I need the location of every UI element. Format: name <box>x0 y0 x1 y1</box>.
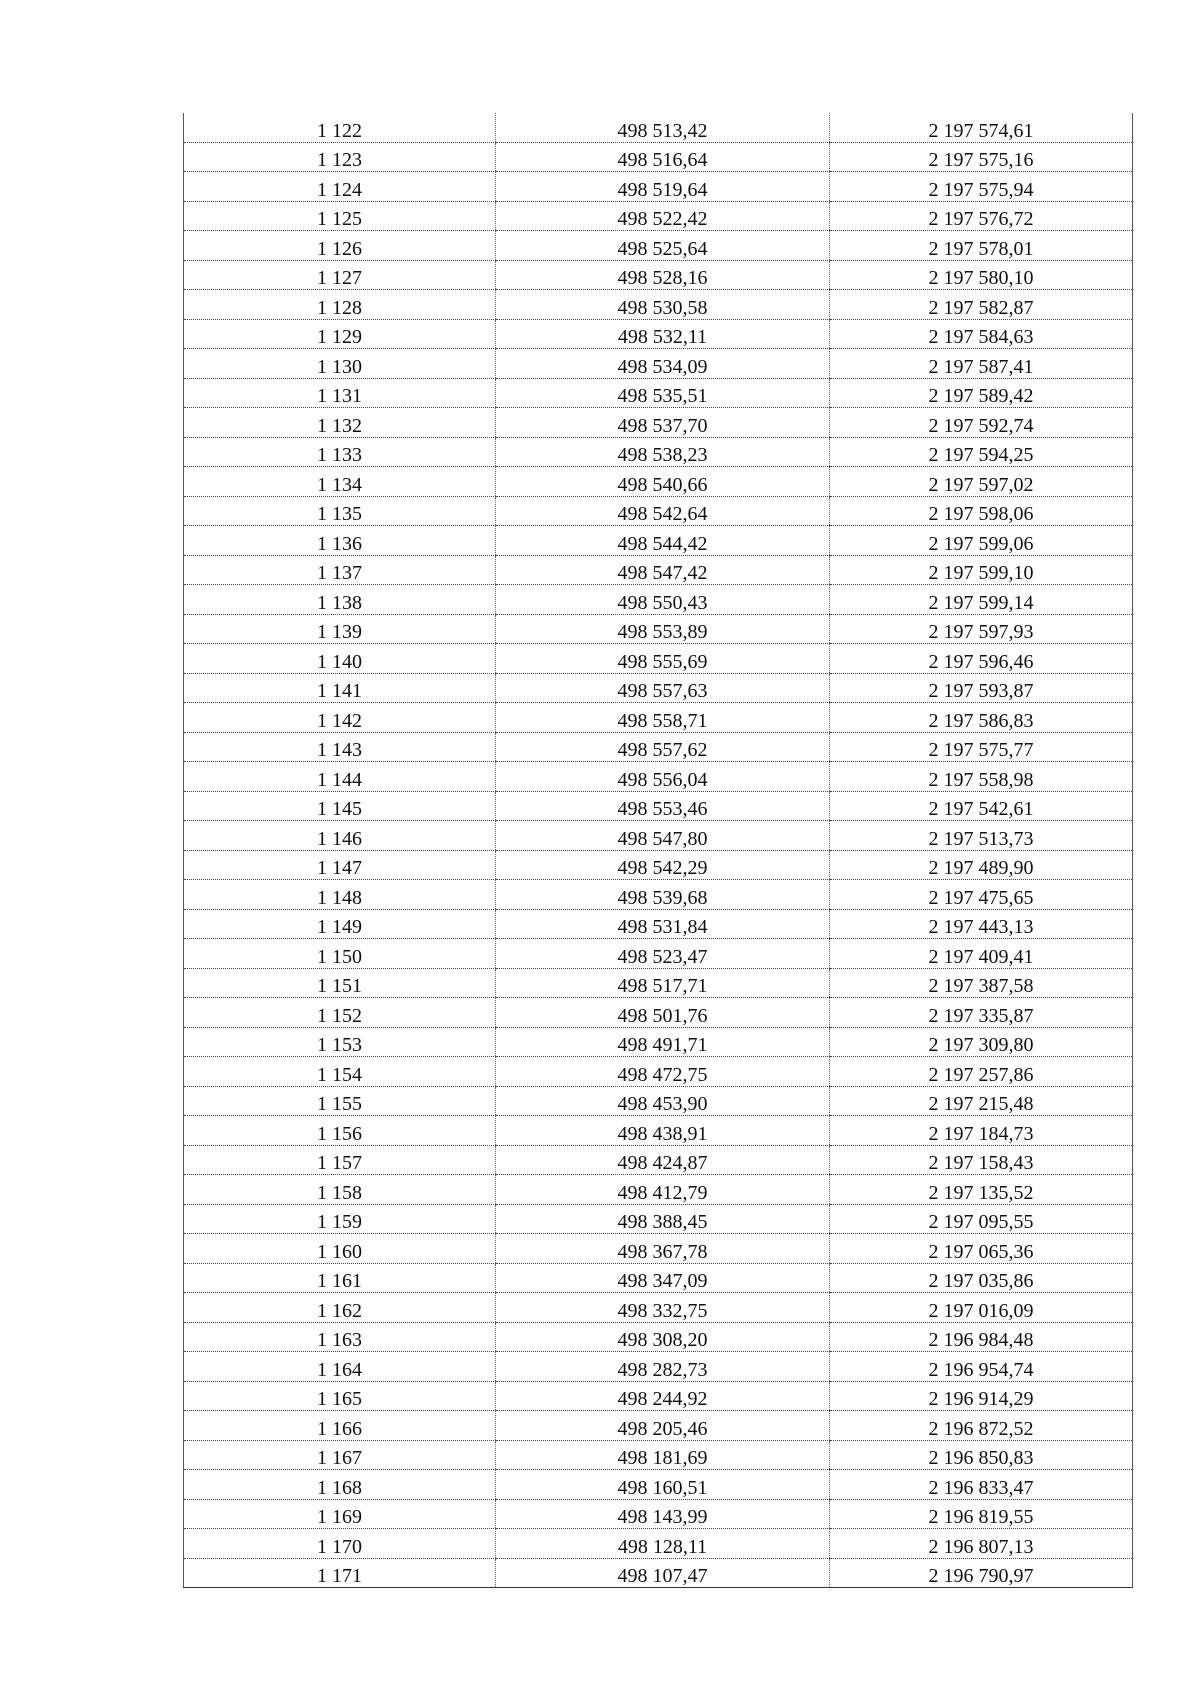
x-coordinate-cell: 498 534,09 <box>496 349 830 379</box>
point-number-cell: 1 171 <box>184 1558 496 1588</box>
x-coordinate-cell: 498 513,42 <box>496 113 830 142</box>
table-row <box>184 1204 1133 1234</box>
point-number-cell: 1 144 <box>184 762 496 792</box>
y-coordinate-cell: 2 197 575,16 <box>830 142 1133 172</box>
y-coordinate-cell: 2 197 065,36 <box>830 1234 1133 1264</box>
table-row <box>184 821 1133 851</box>
y-coordinate-cell: 2 197 035,86 <box>830 1263 1133 1293</box>
y-coordinate-cell: 2 197 580,10 <box>830 260 1133 290</box>
x-coordinate-cell: 498 547,80 <box>496 821 830 851</box>
point-number-cell: 1 130 <box>184 349 496 379</box>
y-coordinate-cell: 2 197 597,02 <box>830 467 1133 497</box>
y-coordinate-cell: 2 197 592,74 <box>830 408 1133 438</box>
point-number-cell: 1 140 <box>184 644 496 674</box>
point-number-cell: 1 129 <box>184 319 496 349</box>
y-coordinate-cell: 2 197 387,58 <box>830 968 1133 998</box>
x-coordinate-cell: 498 347,09 <box>496 1263 830 1293</box>
point-number-cell: 1 128 <box>184 290 496 320</box>
y-coordinate-cell: 2 197 594,25 <box>830 437 1133 467</box>
point-number-cell: 1 161 <box>184 1263 496 1293</box>
y-coordinate-cell: 2 197 598,06 <box>830 496 1133 526</box>
x-coordinate-cell: 498 525,64 <box>496 231 830 261</box>
table-row <box>184 939 1133 969</box>
y-coordinate-cell: 2 196 819,55 <box>830 1499 1133 1529</box>
y-coordinate-cell: 2 197 215,48 <box>830 1086 1133 1116</box>
table-row <box>184 791 1133 821</box>
x-coordinate-cell: 498 550,43 <box>496 585 830 615</box>
y-coordinate-cell: 2 197 309,80 <box>830 1027 1133 1057</box>
table-row <box>184 437 1133 467</box>
x-coordinate-cell: 498 539,68 <box>496 880 830 910</box>
y-coordinate-cell: 2 197 593,87 <box>830 673 1133 703</box>
table-row <box>184 1234 1133 1264</box>
y-coordinate-cell: 2 197 597,93 <box>830 614 1133 644</box>
table-row <box>184 850 1133 880</box>
x-coordinate-cell: 498 424,87 <box>496 1145 830 1175</box>
x-coordinate-cell: 498 244,92 <box>496 1381 830 1411</box>
y-coordinate-cell: 2 197 558,98 <box>830 762 1133 792</box>
y-coordinate-cell: 2 197 158,43 <box>830 1145 1133 1175</box>
point-number-cell: 1 126 <box>184 231 496 261</box>
x-coordinate-cell: 498 558,71 <box>496 703 830 733</box>
table-row <box>184 644 1133 674</box>
point-number-cell: 1 125 <box>184 201 496 231</box>
x-coordinate-cell: 498 160,51 <box>496 1470 830 1500</box>
x-coordinate-cell: 498 519,64 <box>496 172 830 202</box>
table-row <box>184 703 1133 733</box>
point-number-cell: 1 127 <box>184 260 496 290</box>
table-row <box>184 1470 1133 1500</box>
table-row <box>184 732 1133 762</box>
point-number-cell: 1 135 <box>184 496 496 526</box>
x-coordinate-cell: 498 332,75 <box>496 1293 830 1323</box>
x-coordinate-cell: 498 537,70 <box>496 408 830 438</box>
y-coordinate-cell: 2 196 954,74 <box>830 1352 1133 1382</box>
y-coordinate-cell: 2 196 984,48 <box>830 1322 1133 1352</box>
x-coordinate-cell: 498 542,29 <box>496 850 830 880</box>
x-coordinate-cell: 498 530,58 <box>496 290 830 320</box>
y-coordinate-cell: 2 197 587,41 <box>830 349 1133 379</box>
point-number-cell: 1 170 <box>184 1529 496 1559</box>
table-row <box>184 467 1133 497</box>
x-coordinate-cell: 498 516,64 <box>496 142 830 172</box>
x-coordinate-cell: 498 517,71 <box>496 968 830 998</box>
y-coordinate-cell: 2 197 584,63 <box>830 319 1133 349</box>
point-number-cell: 1 148 <box>184 880 496 910</box>
point-number-cell: 1 150 <box>184 939 496 969</box>
y-coordinate-cell: 2 196 790,97 <box>830 1558 1133 1588</box>
table-row <box>184 998 1133 1028</box>
table-row <box>184 1381 1133 1411</box>
point-number-cell: 1 155 <box>184 1086 496 1116</box>
table-row <box>184 408 1133 438</box>
x-coordinate-cell: 498 412,79 <box>496 1175 830 1205</box>
point-number-cell: 1 157 <box>184 1145 496 1175</box>
y-coordinate-cell: 2 197 575,94 <box>830 172 1133 202</box>
x-coordinate-cell: 498 472,75 <box>496 1057 830 1087</box>
point-number-cell: 1 169 <box>184 1499 496 1529</box>
coordinates-table <box>183 113 1133 1588</box>
point-number-cell: 1 124 <box>184 172 496 202</box>
point-number-cell: 1 145 <box>184 791 496 821</box>
table-row <box>184 880 1133 910</box>
point-number-cell: 1 139 <box>184 614 496 644</box>
x-coordinate-cell: 498 491,71 <box>496 1027 830 1057</box>
point-number-cell: 1 164 <box>184 1352 496 1382</box>
table-row <box>184 1293 1133 1323</box>
table-row <box>184 260 1133 290</box>
point-number-cell: 1 159 <box>184 1204 496 1234</box>
point-number-cell: 1 141 <box>184 673 496 703</box>
x-coordinate-cell: 498 128,11 <box>496 1529 830 1559</box>
table-row <box>184 968 1133 998</box>
table-row <box>184 1322 1133 1352</box>
point-number-cell: 1 132 <box>184 408 496 438</box>
y-coordinate-cell: 2 197 443,13 <box>830 909 1133 939</box>
point-number-cell: 1 134 <box>184 467 496 497</box>
point-number-cell: 1 156 <box>184 1116 496 1146</box>
point-number-cell: 1 142 <box>184 703 496 733</box>
y-coordinate-cell: 2 197 409,41 <box>830 939 1133 969</box>
x-coordinate-cell: 498 553,89 <box>496 614 830 644</box>
y-coordinate-cell: 2 197 542,61 <box>830 791 1133 821</box>
y-coordinate-cell: 2 196 807,13 <box>830 1529 1133 1559</box>
point-number-cell: 1 162 <box>184 1293 496 1323</box>
x-coordinate-cell: 498 557,63 <box>496 673 830 703</box>
point-number-cell: 1 166 <box>184 1411 496 1441</box>
y-coordinate-cell: 2 197 599,06 <box>830 526 1133 556</box>
y-coordinate-cell: 2 197 475,65 <box>830 880 1133 910</box>
point-number-cell: 1 131 <box>184 378 496 408</box>
table-row <box>184 1499 1133 1529</box>
point-number-cell: 1 158 <box>184 1175 496 1205</box>
table-row <box>184 201 1133 231</box>
point-number-cell: 1 167 <box>184 1440 496 1470</box>
y-coordinate-cell: 2 197 589,42 <box>830 378 1133 408</box>
x-coordinate-cell: 498 547,42 <box>496 555 830 585</box>
y-coordinate-cell: 2 197 576,72 <box>830 201 1133 231</box>
y-coordinate-cell: 2 197 599,10 <box>830 555 1133 585</box>
point-number-cell: 1 133 <box>184 437 496 467</box>
table-row <box>184 526 1133 556</box>
y-coordinate-cell: 2 196 914,29 <box>830 1381 1133 1411</box>
x-coordinate-cell: 498 107,47 <box>496 1558 830 1588</box>
table-row <box>184 1352 1133 1382</box>
x-coordinate-cell: 498 535,51 <box>496 378 830 408</box>
y-coordinate-cell: 2 197 575,77 <box>830 732 1133 762</box>
x-coordinate-cell: 498 553,46 <box>496 791 830 821</box>
table-row <box>184 1086 1133 1116</box>
x-coordinate-cell: 498 557,62 <box>496 732 830 762</box>
point-number-cell: 1 152 <box>184 998 496 1028</box>
table-row <box>184 673 1133 703</box>
x-coordinate-cell: 498 523,47 <box>496 939 830 969</box>
table-row <box>184 614 1133 644</box>
table-row <box>184 1027 1133 1057</box>
x-coordinate-cell: 498 528,16 <box>496 260 830 290</box>
x-coordinate-cell: 498 538,23 <box>496 437 830 467</box>
y-coordinate-cell: 2 197 599,14 <box>830 585 1133 615</box>
table-row <box>184 585 1133 615</box>
table-row <box>184 909 1133 939</box>
table-row <box>184 290 1133 320</box>
y-coordinate-cell: 2 197 257,86 <box>830 1057 1133 1087</box>
y-coordinate-cell: 2 197 513,73 <box>830 821 1133 851</box>
table-row <box>184 555 1133 585</box>
table-row <box>184 496 1133 526</box>
y-coordinate-cell: 2 197 016,09 <box>830 1293 1133 1323</box>
y-coordinate-cell: 2 197 586,83 <box>830 703 1133 733</box>
point-number-cell: 1 122 <box>184 113 496 142</box>
table-row <box>184 172 1133 202</box>
x-coordinate-cell: 498 532,11 <box>496 319 830 349</box>
y-coordinate-cell: 2 196 833,47 <box>830 1470 1133 1500</box>
point-number-cell: 1 137 <box>184 555 496 585</box>
y-coordinate-cell: 2 196 850,83 <box>830 1440 1133 1470</box>
y-coordinate-cell: 2 196 872,52 <box>830 1411 1133 1441</box>
y-coordinate-cell: 2 197 335,87 <box>830 998 1133 1028</box>
x-coordinate-cell: 498 388,45 <box>496 1204 830 1234</box>
table-row <box>184 319 1133 349</box>
table-row <box>184 1558 1133 1588</box>
x-coordinate-cell: 498 544,42 <box>496 526 830 556</box>
x-coordinate-cell: 498 143,99 <box>496 1499 830 1529</box>
table-row <box>184 1057 1133 1087</box>
table-row <box>184 1529 1133 1559</box>
point-number-cell: 1 154 <box>184 1057 496 1087</box>
y-coordinate-cell: 2 197 574,61 <box>830 113 1133 142</box>
y-coordinate-cell: 2 197 596,46 <box>830 644 1133 674</box>
x-coordinate-cell: 498 531,84 <box>496 909 830 939</box>
x-coordinate-cell: 498 367,78 <box>496 1234 830 1264</box>
table-row <box>184 762 1133 792</box>
coordinates-table-body <box>184 113 1133 1588</box>
x-coordinate-cell: 498 453,90 <box>496 1086 830 1116</box>
point-number-cell: 1 163 <box>184 1322 496 1352</box>
x-coordinate-cell: 498 308,20 <box>496 1322 830 1352</box>
point-number-cell: 1 146 <box>184 821 496 851</box>
table-row <box>184 378 1133 408</box>
table-row <box>184 142 1133 172</box>
x-coordinate-cell: 498 501,76 <box>496 998 830 1028</box>
x-coordinate-cell: 498 282,73 <box>496 1352 830 1382</box>
point-number-cell: 1 149 <box>184 909 496 939</box>
x-coordinate-cell: 498 438,91 <box>496 1116 830 1146</box>
x-coordinate-cell: 498 540,66 <box>496 467 830 497</box>
y-coordinate-cell: 2 197 095,55 <box>830 1204 1133 1234</box>
point-number-cell: 1 136 <box>184 526 496 556</box>
table-row <box>184 1411 1133 1441</box>
x-coordinate-cell: 498 522,42 <box>496 201 830 231</box>
y-coordinate-cell: 2 197 184,73 <box>830 1116 1133 1146</box>
table-row <box>184 1263 1133 1293</box>
point-number-cell: 1 160 <box>184 1234 496 1264</box>
y-coordinate-cell: 2 197 135,52 <box>830 1175 1133 1205</box>
y-coordinate-cell: 2 197 582,87 <box>830 290 1133 320</box>
y-coordinate-cell: 2 197 489,90 <box>830 850 1133 880</box>
table-row <box>184 349 1133 379</box>
point-number-cell: 1 147 <box>184 850 496 880</box>
point-number-cell: 1 123 <box>184 142 496 172</box>
table-row <box>184 231 1133 261</box>
y-coordinate-cell: 2 197 578,01 <box>830 231 1133 261</box>
table-row <box>184 1145 1133 1175</box>
point-number-cell: 1 168 <box>184 1470 496 1500</box>
point-number-cell: 1 138 <box>184 585 496 615</box>
x-coordinate-cell: 498 556,04 <box>496 762 830 792</box>
x-coordinate-cell: 498 181,69 <box>496 1440 830 1470</box>
table-row <box>184 1175 1133 1205</box>
x-coordinate-cell: 498 205,46 <box>496 1411 830 1441</box>
table-row <box>184 1440 1133 1470</box>
x-coordinate-cell: 498 555,69 <box>496 644 830 674</box>
point-number-cell: 1 165 <box>184 1381 496 1411</box>
point-number-cell: 1 151 <box>184 968 496 998</box>
x-coordinate-cell: 498 542,64 <box>496 496 830 526</box>
point-number-cell: 1 143 <box>184 732 496 762</box>
table-row <box>184 113 1133 142</box>
point-number-cell: 1 153 <box>184 1027 496 1057</box>
table-row <box>184 1116 1133 1146</box>
